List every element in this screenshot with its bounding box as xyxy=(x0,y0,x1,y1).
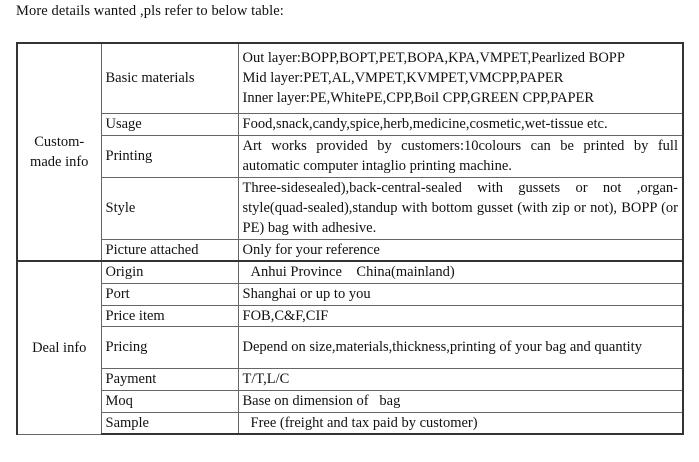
value-port: Shanghai or up to you xyxy=(238,283,683,305)
sample-text: Free (freight and tax paid by customer) xyxy=(250,414,478,431)
table-row-picture-attached xyxy=(17,239,683,261)
group-label-custom-made xyxy=(17,43,101,261)
table-row-basic-materials xyxy=(17,43,683,113)
table-row-port xyxy=(17,283,683,305)
group-label-custom-line2: made info xyxy=(30,154,89,170)
value-style: Three-sidesealed),back-central-sealed with gussets or not ,organ-style(quad-sealed),standup with bottom gusset (with zip or not), BOPP (or PE) bag with adhesive. xyxy=(238,177,683,239)
table-row-origin xyxy=(17,261,683,283)
table-row-moq xyxy=(17,390,683,412)
basic-materials-out-layer: Out layer:BOPP,BOPT,PET,BOPA,KPA,VMPET,Pearlized BOPP xyxy=(242,50,625,67)
field-printing: Printing xyxy=(101,135,238,177)
table-row-usage xyxy=(17,113,683,135)
basic-materials-inner-layer: Inner layer:PE,WhitePE,CPP,Boil CPP,GREEN CPP,PAPER xyxy=(242,90,595,107)
table-row-payment xyxy=(17,368,683,390)
field-picture-attached: Picture attached xyxy=(101,239,238,261)
value-price-item: FOB,C&F,CIF xyxy=(238,305,683,326)
basic-materials-mid-layer: Mid layer:PET,AL,VMPET,KVMPET,VMCPP,PAPER xyxy=(242,70,564,87)
field-sample: Sample xyxy=(101,412,238,434)
product-spec-table xyxy=(16,42,684,435)
table-row-style xyxy=(17,177,683,239)
field-moq: Moq xyxy=(101,390,238,412)
value-payment: T/T,L/C xyxy=(238,368,683,390)
value-basic-materials xyxy=(238,43,683,113)
value-printing: Art works provided by customers:10colours can be printed by full automatic computer intaglio printing machine. xyxy=(238,135,683,177)
value-usage: Food,snack,candy,spice,herb,medicine,cosmetic,wet-tissue etc. xyxy=(238,113,683,135)
group-label-custom-line1: Custom- xyxy=(34,134,85,150)
origin-text: Anhui Province China(mainland) xyxy=(250,264,455,281)
field-price-item: Price item xyxy=(101,305,238,326)
field-basic-materials: Basic materials xyxy=(101,43,238,113)
field-origin: Origin xyxy=(101,261,238,283)
value-sample xyxy=(238,412,683,434)
intro-text: More details wanted ,pls refer to below table: xyxy=(16,3,284,19)
table-row-sample xyxy=(17,412,683,434)
value-picture-attached: Only for your reference xyxy=(238,239,683,261)
field-usage: Usage xyxy=(101,113,238,135)
field-style: Style xyxy=(101,177,238,239)
value-origin xyxy=(238,261,683,283)
group-label-deal-info: Deal info xyxy=(17,261,101,434)
field-payment: Payment xyxy=(101,368,238,390)
value-pricing: Depend on size,materials,thickness,printing of your bag and quantity xyxy=(238,326,683,368)
value-moq xyxy=(238,390,683,412)
field-pricing: Pricing xyxy=(101,326,238,368)
field-port: Port xyxy=(101,283,238,305)
moq-text: Base on dimension of bag xyxy=(242,393,401,409)
table-row-pricing xyxy=(17,326,683,368)
table-row-printing xyxy=(17,135,683,177)
table-row-price-item xyxy=(17,305,683,326)
